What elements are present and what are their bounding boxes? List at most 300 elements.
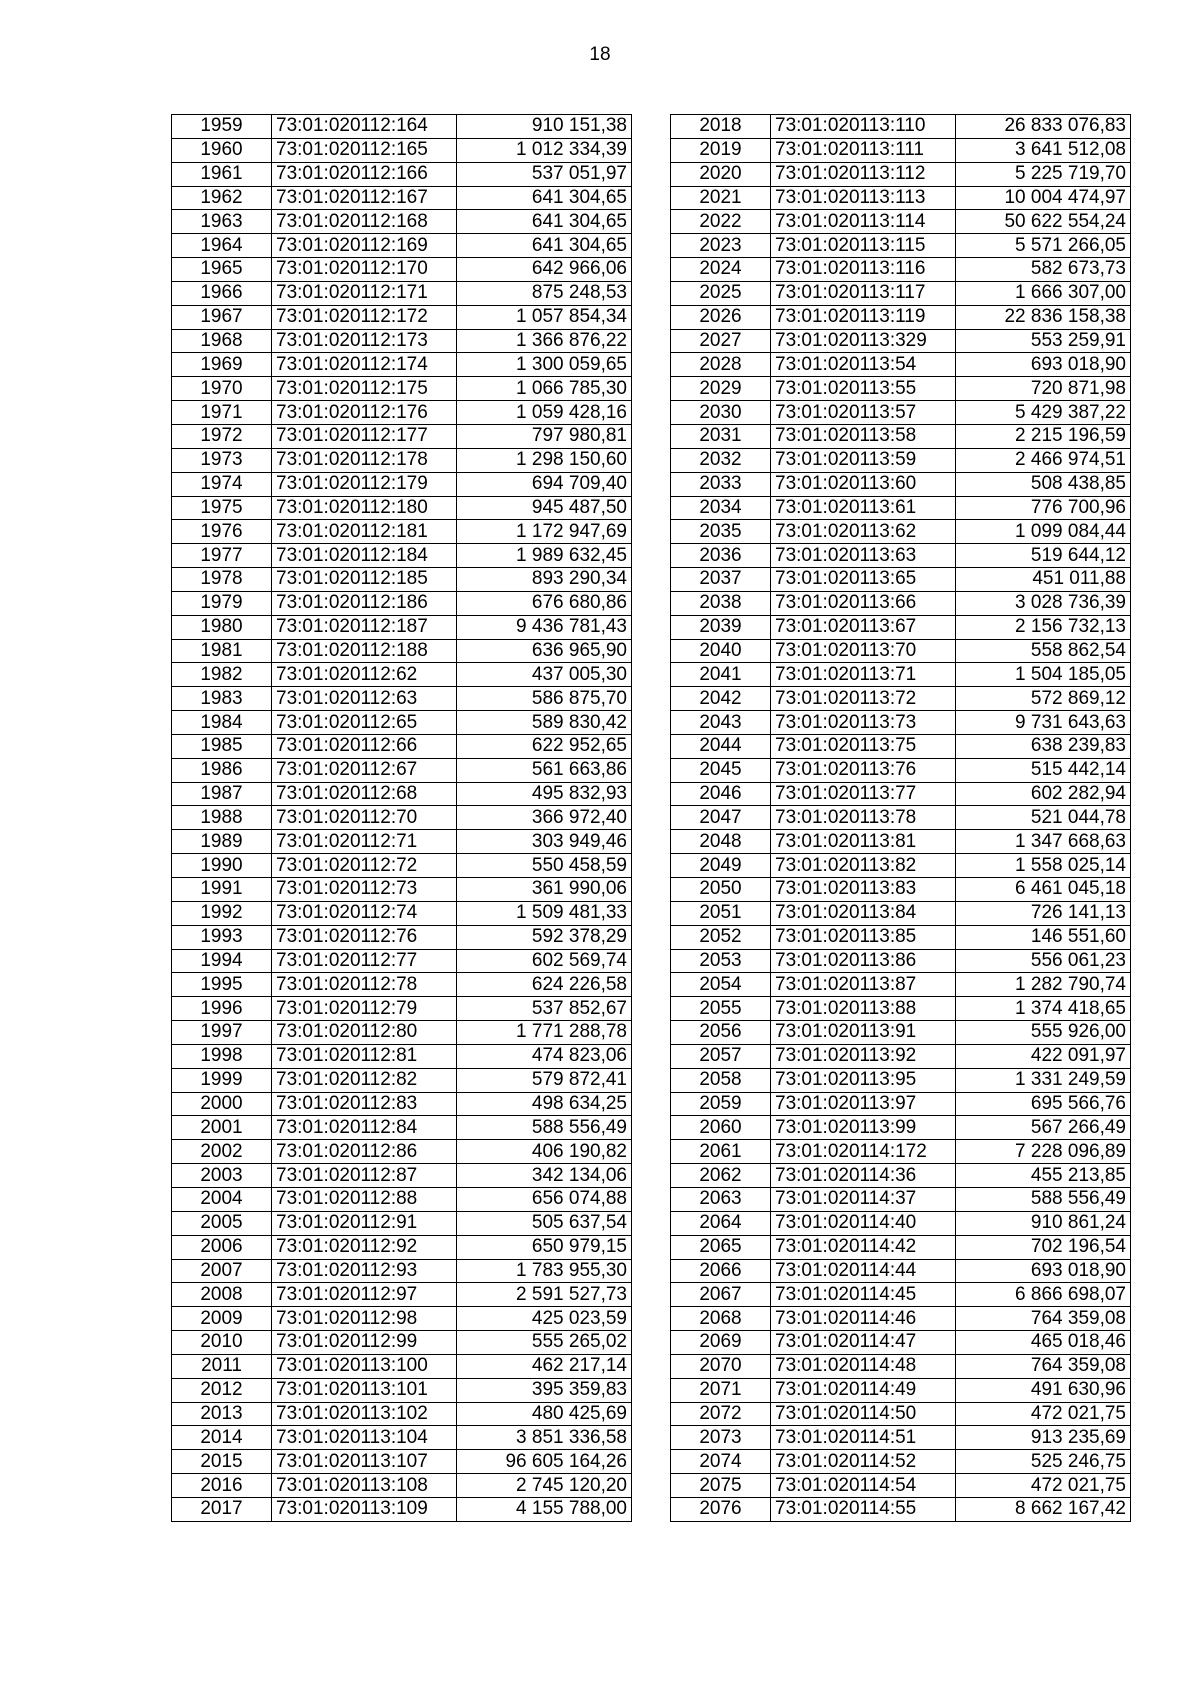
cadastral-number: 73:01:020112:178 [272,448,457,472]
table-row [671,138,1131,162]
table-row [172,854,632,878]
row-number: 1982 [172,663,272,687]
cadastral-number: 73:01:020112:77 [272,949,457,973]
cadastral-number: 73:01:020113:62 [771,520,956,544]
cadastral-number: 73:01:020112:79 [272,997,457,1021]
cadastral-number: 73:01:020113:97 [771,1092,956,1116]
table-row [172,1426,632,1450]
cadastral-value: 695 566,76 [956,1092,1131,1116]
table-row [671,1164,1131,1188]
cadastral-number: 73:01:020112:167 [272,186,457,210]
row-number: 2001 [172,1116,272,1140]
cadastral-number: 73:01:020114:40 [771,1211,956,1235]
table-row [172,162,632,186]
cadastral-number: 73:01:020113:67 [771,615,956,639]
row-number: 1987 [172,782,272,806]
table-row [172,711,632,735]
row-number: 1959 [172,115,272,139]
cadastral-number: 73:01:020113:100 [272,1354,457,1378]
row-number: 2006 [172,1235,272,1259]
cadastral-number: 73:01:020112:91 [272,1211,457,1235]
cadastral-value: 1 172 947,69 [457,520,632,544]
cadastral-number: 73:01:020112:184 [272,544,457,568]
table-row [172,234,632,258]
cadastral-value: 1 783 955,30 [457,1259,632,1283]
table-row [172,401,632,425]
row-number: 2065 [671,1235,771,1259]
cadastral-value: 589 830,42 [457,711,632,735]
cadastral-number: 73:01:020112:67 [272,758,457,782]
table-row [172,1283,632,1307]
table-row [172,591,632,615]
row-number: 2047 [671,806,771,830]
table-row [671,1021,1131,1045]
row-number: 2020 [671,162,771,186]
row-number: 1975 [172,496,272,520]
table-row [671,854,1131,878]
cadastral-value: 676 680,86 [457,591,632,615]
row-number: 1965 [172,258,272,282]
table-row [172,210,632,234]
row-number: 2059 [671,1092,771,1116]
row-number: 2053 [671,949,771,973]
cadastral-number: 73:01:020113:61 [771,496,956,520]
cadastral-value: 1 066 785,30 [457,377,632,401]
row-number: 2014 [172,1426,272,1450]
cadastral-number: 73:01:020112:66 [272,734,457,758]
row-number: 2051 [671,901,771,925]
cadastral-number: 73:01:020112:99 [272,1331,457,1355]
cadastral-number: 73:01:020112:98 [272,1307,457,1331]
cadastral-number: 73:01:020114:55 [771,1497,956,1521]
row-number: 2052 [671,925,771,949]
row-number: 2022 [671,210,771,234]
cadastral-number: 73:01:020112:86 [272,1140,457,1164]
table-row [671,258,1131,282]
cadastral-number: 73:01:020113:77 [771,782,956,806]
page-number: 18 [589,44,611,65]
row-number: 2028 [671,353,771,377]
cadastral-table-left [171,114,632,1522]
row-number: 2017 [172,1497,272,1521]
cadastral-number: 73:01:020114:52 [771,1450,956,1474]
cadastral-value: 521 044,78 [956,806,1131,830]
cadastral-value: 556 061,23 [956,949,1131,973]
cadastral-number: 73:01:020113:81 [771,830,956,854]
cadastral-value: 602 569,74 [457,949,632,973]
row-number: 1973 [172,448,272,472]
row-number: 1999 [172,1068,272,1092]
table-row [671,1259,1131,1283]
cadastral-value: 567 266,49 [956,1116,1131,1140]
row-number: 1998 [172,1044,272,1068]
row-number: 2019 [671,138,771,162]
table-row [671,1426,1131,1450]
table-row [671,472,1131,496]
table-row [172,1044,632,1068]
cadastral-value: 910 151,38 [457,115,632,139]
cadastral-number: 73:01:020112:171 [272,281,457,305]
cadastral-value: 366 972,40 [457,806,632,830]
table-row [172,1331,632,1355]
cadastral-value: 550 458,59 [457,854,632,878]
cadastral-value: 720 871,98 [956,377,1131,401]
row-number: 1985 [172,734,272,758]
cadastral-number: 73:01:020112:168 [272,210,457,234]
row-number: 2003 [172,1164,272,1188]
cadastral-value: 1 366 876,22 [457,329,632,353]
cadastral-value: 641 304,65 [457,186,632,210]
row-number: 2007 [172,1259,272,1283]
table-row [172,1474,632,1498]
cadastral-value: 555 926,00 [956,1021,1131,1045]
table-row [671,734,1131,758]
cadastral-value: 582 673,73 [956,258,1131,282]
cadastral-value: 641 304,65 [457,210,632,234]
cadastral-number: 73:01:020113:92 [771,1044,956,1068]
table-row [172,949,632,973]
cadastral-number: 73:01:020112:72 [272,854,457,878]
cadastral-number: 73:01:020112:175 [272,377,457,401]
cadastral-value: 641 304,65 [457,234,632,258]
table-row [671,1235,1131,1259]
cadastral-number: 73:01:020112:97 [272,1283,457,1307]
row-number: 2018 [671,115,771,139]
table-row [172,925,632,949]
cadastral-value: 875 248,53 [457,281,632,305]
cadastral-value: 555 265,02 [457,1331,632,1355]
table-row [172,878,632,902]
table-row [172,1164,632,1188]
cadastral-value: 2 745 120,20 [457,1474,632,1498]
table-row [172,377,632,401]
cadastral-value: 579 872,41 [457,1068,632,1092]
table-row [172,305,632,329]
cadastral-number: 73:01:020113:85 [771,925,956,949]
table-row [671,878,1131,902]
row-number: 2008 [172,1283,272,1307]
cadastral-value: 472 021,75 [956,1402,1131,1426]
row-number: 2021 [671,186,771,210]
row-number: 1983 [172,687,272,711]
cadastral-value: 893 290,34 [457,568,632,592]
row-number: 2039 [671,615,771,639]
row-number: 2011 [172,1354,272,1378]
row-number: 2076 [671,1497,771,1521]
table-row [671,115,1131,139]
cadastral-number: 73:01:020113:66 [771,591,956,615]
cadastral-number: 73:01:020112:70 [272,806,457,830]
cadastral-number: 73:01:020113:115 [771,234,956,258]
row-number: 2043 [671,711,771,735]
table-row [671,1331,1131,1355]
row-number: 2004 [172,1187,272,1211]
cadastral-value: 537 051,97 [457,162,632,186]
table-row [671,663,1131,687]
table-row [172,1116,632,1140]
cadastral-number: 73:01:020113:88 [771,997,956,1021]
cadastral-number: 73:01:020112:174 [272,353,457,377]
table-row [671,1474,1131,1498]
cadastral-value: 764 359,08 [956,1307,1131,1331]
cadastral-number: 73:01:020113:91 [771,1021,956,1045]
cadastral-value: 553 259,91 [956,329,1131,353]
cadastral-value: 498 634,25 [457,1092,632,1116]
row-number: 2074 [671,1450,771,1474]
cadastral-number: 73:01:020112:80 [272,1021,457,1045]
table-row [172,258,632,282]
cadastral-number: 73:01:020113:65 [771,568,956,592]
row-number: 2067 [671,1283,771,1307]
cadastral-value: 638 239,83 [956,734,1131,758]
cadastral-number: 73:01:020113:110 [771,115,956,139]
row-number: 1976 [172,520,272,544]
cadastral-value: 2 156 732,13 [956,615,1131,639]
table-row [172,734,632,758]
cadastral-value: 9 731 643,63 [956,711,1131,735]
row-number: 1979 [172,591,272,615]
cadastral-number: 73:01:020113:63 [771,544,956,568]
cadastral-number: 73:01:020112:164 [272,115,457,139]
table-row [172,329,632,353]
cadastral-number: 73:01:020113:76 [771,758,956,782]
row-number: 2010 [172,1331,272,1355]
table-row [172,1450,632,1474]
row-number: 1980 [172,615,272,639]
table-row [671,1497,1131,1521]
row-number: 1994 [172,949,272,973]
row-number: 1988 [172,806,272,830]
cadastral-number: 73:01:020112:187 [272,615,457,639]
cadastral-value: 1 347 668,63 [956,830,1131,854]
cadastral-number: 73:01:020113:84 [771,901,956,925]
cadastral-value: 303 949,46 [457,830,632,854]
table-row [671,401,1131,425]
cadastral-number: 73:01:020114:172 [771,1140,956,1164]
cadastral-number: 73:01:020114:37 [771,1187,956,1211]
table-row [172,663,632,687]
cadastral-number: 73:01:020113:59 [771,448,956,472]
table-row [671,496,1131,520]
table-row [172,1140,632,1164]
cadastral-value: 10 004 474,97 [956,186,1131,210]
table-row [671,1187,1131,1211]
row-number: 1972 [172,424,272,448]
cadastral-number: 73:01:020112:82 [272,1068,457,1092]
row-number: 2013 [172,1402,272,1426]
table-row [172,472,632,496]
table-row [172,1259,632,1283]
cadastral-value: 5 225 719,70 [956,162,1131,186]
cadastral-value: 656 074,88 [457,1187,632,1211]
table-row [172,758,632,782]
row-number: 2005 [172,1211,272,1235]
cadastral-number: 73:01:020112:63 [272,687,457,711]
cadastral-value: 592 378,29 [457,925,632,949]
cadastral-number: 73:01:020114:50 [771,1402,956,1426]
cadastral-value: 642 966,06 [457,258,632,282]
cadastral-number: 73:01:020112:179 [272,472,457,496]
cadastral-number: 73:01:020112:65 [272,711,457,735]
cadastral-value: 5 571 266,05 [956,234,1131,258]
cadastral-number: 73:01:020112:74 [272,901,457,925]
table-row [671,305,1131,329]
cadastral-value: 693 018,90 [956,1259,1131,1283]
table-row [172,568,632,592]
table-row [172,138,632,162]
row-number: 1962 [172,186,272,210]
table-row [671,1092,1131,1116]
cadastral-number: 73:01:020112:173 [272,329,457,353]
row-number: 1992 [172,901,272,925]
row-number: 1971 [172,401,272,425]
row-number: 2038 [671,591,771,615]
cadastral-value: 480 425,69 [457,1402,632,1426]
table-row [172,496,632,520]
table-body-right [671,115,1131,1522]
table-row [172,806,632,830]
row-number: 2002 [172,1140,272,1164]
cadastral-value: 455 213,85 [956,1164,1131,1188]
cadastral-value: 1 059 428,16 [457,401,632,425]
table-row [671,448,1131,472]
cadastral-number: 73:01:020112:169 [272,234,457,258]
cadastral-number: 73:01:020112:186 [272,591,457,615]
row-number: 2072 [671,1402,771,1426]
row-number: 1991 [172,878,272,902]
cadastral-value: 96 605 164,26 [457,1450,632,1474]
row-number: 1977 [172,544,272,568]
table-row [172,973,632,997]
cadastral-number: 73:01:020112:81 [272,1044,457,1068]
row-number: 1966 [172,281,272,305]
table-row [172,639,632,663]
cadastral-number: 73:01:020112:180 [272,496,457,520]
table-row [172,1068,632,1092]
cadastral-value: 508 438,85 [956,472,1131,496]
row-number: 2066 [671,1259,771,1283]
cadastral-number: 73:01:020113:58 [771,424,956,448]
row-number: 2012 [172,1378,272,1402]
cadastral-number: 73:01:020112:76 [272,925,457,949]
row-number: 1989 [172,830,272,854]
cadastral-number: 73:01:020112:71 [272,830,457,854]
row-number: 2027 [671,329,771,353]
cadastral-value: 776 700,96 [956,496,1131,520]
table-row [671,782,1131,806]
cadastral-value: 694 709,40 [457,472,632,496]
cadastral-number: 73:01:020112:188 [272,639,457,663]
row-number: 2025 [671,281,771,305]
cadastral-value: 519 644,12 [956,544,1131,568]
cadastral-value: 913 235,69 [956,1426,1131,1450]
cadastral-value: 9 436 781,43 [457,615,632,639]
row-number: 2048 [671,830,771,854]
table-row [671,1044,1131,1068]
table-row [172,1402,632,1426]
row-number: 1963 [172,210,272,234]
cadastral-value: 1 771 288,78 [457,1021,632,1045]
cadastral-value: 451 011,88 [956,568,1131,592]
cadastral-number: 73:01:020113:57 [771,401,956,425]
row-number: 1997 [172,1021,272,1045]
row-number: 2057 [671,1044,771,1068]
cadastral-number: 73:01:020112:68 [272,782,457,806]
cadastral-number: 73:01:020114:51 [771,1426,956,1450]
row-number: 2064 [671,1211,771,1235]
cadastral-value: 602 282,94 [956,782,1131,806]
table-row [172,997,632,1021]
table-row [172,1354,632,1378]
cadastral-value: 693 018,90 [956,353,1131,377]
row-number: 2060 [671,1116,771,1140]
cadastral-value: 515 442,14 [956,758,1131,782]
cadastral-number: 73:01:020112:172 [272,305,457,329]
row-number: 2071 [671,1378,771,1402]
cadastral-value: 1 666 307,00 [956,281,1131,305]
cadastral-value: 624 226,58 [457,973,632,997]
cadastral-number: 73:01:020112:93 [272,1259,457,1283]
cadastral-value: 22 836 158,38 [956,305,1131,329]
table-row [172,782,632,806]
table-row [671,830,1131,854]
row-number: 2070 [671,1354,771,1378]
cadastral-value: 650 979,15 [457,1235,632,1259]
cadastral-value: 146 551,60 [956,925,1131,949]
cadastral-number: 73:01:020114:48 [771,1354,956,1378]
cadastral-number: 73:01:020113:111 [771,138,956,162]
table-row [671,281,1131,305]
cadastral-number: 73:01:020112:88 [272,1187,457,1211]
cadastral-number: 73:01:020112:176 [272,401,457,425]
cadastral-value: 622 952,65 [457,734,632,758]
cadastral-value: 1 504 185,05 [956,663,1131,687]
row-number: 2068 [671,1307,771,1331]
cadastral-number: 73:01:020112:185 [272,568,457,592]
table-row [671,1116,1131,1140]
cadastral-value: 588 556,49 [956,1187,1131,1211]
cadastral-number: 73:01:020113:72 [771,687,956,711]
cadastral-value: 1 282 790,74 [956,973,1131,997]
row-number: 2055 [671,997,771,1021]
cadastral-value: 465 018,46 [956,1331,1131,1355]
table-row [671,544,1131,568]
row-number: 2061 [671,1140,771,1164]
table-row [172,1021,632,1045]
table-row [172,544,632,568]
row-number: 2063 [671,1187,771,1211]
cadastral-value: 8 662 167,42 [956,1497,1131,1521]
table-row [172,1092,632,1116]
cadastral-number: 73:01:020113:329 [771,329,956,353]
table-row [671,1283,1131,1307]
row-number: 1996 [172,997,272,1021]
row-number: 2058 [671,1068,771,1092]
table-row [671,615,1131,639]
row-number: 2054 [671,973,771,997]
cadastral-number: 73:01:020114:47 [771,1331,956,1355]
cadastral-number: 73:01:020112:62 [272,663,457,687]
table-row [671,234,1131,258]
cadastral-number: 73:01:020113:95 [771,1068,956,1092]
cadastral-value: 1 099 084,44 [956,520,1131,544]
row-number: 2033 [671,472,771,496]
row-number: 2035 [671,520,771,544]
cadastral-value: 3 851 336,58 [457,1426,632,1450]
table-row [671,329,1131,353]
cadastral-value: 495 832,93 [457,782,632,806]
row-number: 1981 [172,639,272,663]
